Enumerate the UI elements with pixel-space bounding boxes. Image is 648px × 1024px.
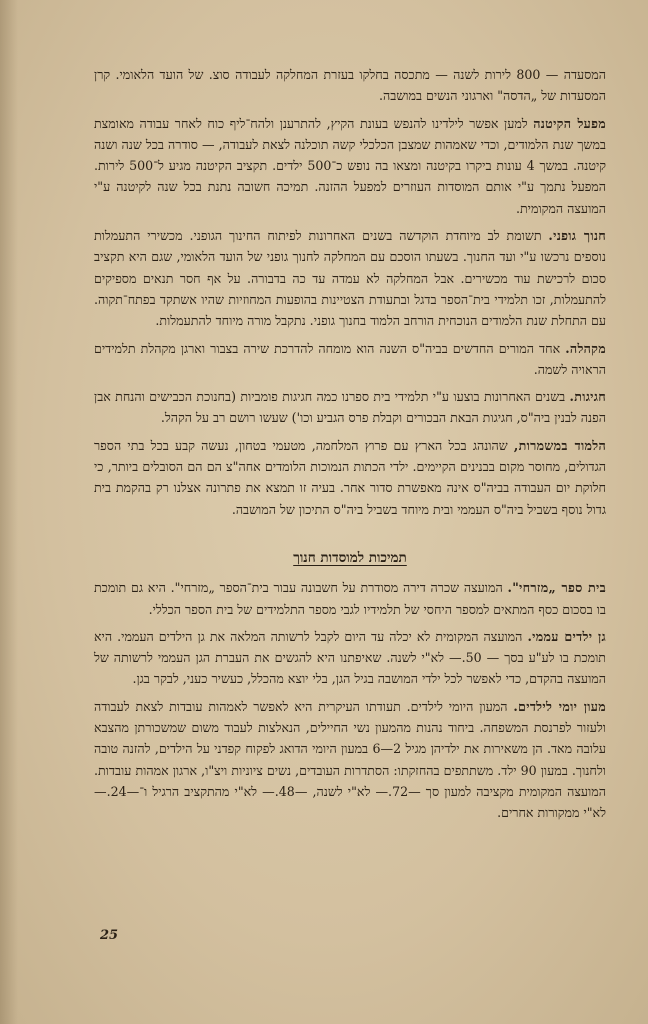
paragraph-daycare: מעון יומי לילדים. המעון היומי לילדים. תעודתו העיקרית היא לאפשר לאמהות עובדות לצאת לעבודה ולעזור לפרנסת המשפחה. ביחוד נהנות מהמעון נשי החיילים, הנאלצות לעבוד משום שמשכורתן מהצבא עלובה מאד. הן משאירות את ילדיהן מגיל 2—6 במעון היומי הדואג לפקוח קפדני על הילדים, להזנה טובה ולחנוך. במעון 90 ילד. משתתפים בהחזקתו: הסתדרות העובדים, נשים ציוניות ויצ"ו, ארגון אמהות עובדות. המועצה המקומית מקציבה למעון סך —72.— לא"י לשנה, —48.— לא"י מהתקציב הרגיל ו־—24.— לא"י ממקורות אחרים.	[94, 698, 606, 821]
paragraph-lead: גן ילדים עממי.	[527, 628, 606, 644]
paragraph-kindergarten: גן ילדים עממי. המועצה המקומית לא יכלה עד היום לקבל לרשותה המלאה את גן הילדים העממי. היא תומכת בו לע"ע בסך — 50.— לא"י לשנה. שאיפתנו היא להגשים את העברת הגן העממי לרשותה של המועצה בהקדם, כדי לאפשר לכל ילדי המושבה בגיל הגן, בלי יוצא מהכלל, כעשיר כעני, לבקר בגן.	[94, 628, 606, 687]
paragraph-choir: מקהלה. אחד המורים החדשים בביה"ס השנה הוא מומחה להדרכת שירה בצבור וארגן מקהלת תלמידים הראויה לשמה.	[94, 340, 606, 377]
paragraph-lead: חנוך גופני.	[548, 228, 606, 244]
paragraph-mizrahi-school: בית ספר „מזרחי". המועצה שכרה דירה מסודרת על חשבונה עבור בית־הספר „מזרחי". היא גם תומכת בו בסכום כסף המתאים למספר היחסי של תלמידיו לגבי מספר התלמידים של בית הספר הכללי.	[94, 580, 606, 617]
paragraph-lead: הלמוד במשמרות,	[513, 437, 606, 453]
paragraph-lead: מקהלה.	[565, 340, 606, 356]
paragraph-summer-camp: מפעל הקיטנה למען אפשר לילדינו להנפש בעונת הקיץ, להתרענן ולהח־ליף כוח לאחר עבודה מאומצת במשך שנת הלמודים, וכדי שאמהות שמצבן הכלכלי קשה תוכלנה לצאת לעבודה, — סודרה בכל שנה ושנה קיטנה. במשך 4 עונות ביקרו בקיטנה ומצאו בה נופש כ־500 ילדים. תקציב הקיטנה מגיע ל־500 לירות. המפעל נתמך ע"י אותם המוסדות העוזרים למפעל ההזנה. תמיכה חשובה נתנת בכל שנה לקיטנה ע"י המועצה המקומית.	[94, 115, 607, 216]
paragraph-celebrations: חגיגות. בשנים האחרונות בוצעו ע"י תלמידי בית ספרנו כמה חגיגות פומביות (בחנוכת הכבישים והנחת אבן הפנה לבנין ביה"ס, חגיגות הבאת הבכורים וקבלת פרס הגביע וכו') שעשו רושם רב על הקהל.	[94, 389, 606, 426]
page-edge-shadow	[0, 0, 18, 1024]
paragraph-restaurant: המסעדה — 800 לירות לשנה — מתכסה בחלקו בעזרת המחלקה לעבודה סוצ. של הועד הלאומי. קרן המסעדות של „הדסה" וארגוני הנשים במושבה.	[94, 67, 606, 104]
paragraph-lead: מעון יומי לילדים.	[513, 698, 606, 714]
paragraph-lead: בית ספר „מזרחי".	[507, 580, 606, 596]
body-text	[94, 64, 606, 830]
paragraph-physical-education: חנוך גופני. תשומת לב מיוחדת הוקדשה בשנים האחרונות לפיתוח החינוך הגופני. מכשירי התעמלות נוספים נרכשו ע"י ועד החנוך. בשעתו הוסכם עם המחלקה לחנוך גופני של הועד הלאומי, שגם היא תקציב סכום לרכישת עוד מכשירים. אבל המחלקה לא עמדה עד כה בדבורה. על אף חסר תנאים מספיקים להתעמלות, זכו תלמידי בית־הספר בדגל ובתעודת הצטיינות בהופעות המחוזיות שהיו אשתקד בפתח־תקוה. עם התחלת שנת הלמודים הנוכחית הורחב הלמוד בחנוך גופני. נתקבל מורה מיוחד להתעמלות.	[94, 228, 606, 329]
section-title: תמיכות למוסדות חנוך	[293, 549, 407, 566]
paragraph-shifts: הלמוד במשמרות, שהונהג בכל הארץ עם פרוץ המלחמה, מטעמי בטחון, נעשה קבע בכל בתי הספר הגדולים, מחוסר מקום בבנינים הקיימים. ילדי הכתות הנמוכות הלומדים אחה"צ הם הם הסובלים ביותר, כי חלוקת יום העבודה בביה"ס אינה מאפשרת סדור אחר. בעיה זו תמצא את פתרונה אצלנו רק בהקמת בית גדול נוסף בשביל ביה"ס העממי ובית מיוחד בשביל ביה"ס התיכון של המושבה.	[94, 437, 606, 517]
paragraph-lead: מפעל הקיטנה	[533, 115, 607, 131]
paragraph-lead: חגיגות.	[569, 389, 606, 405]
page-number: 25	[100, 928, 119, 943]
